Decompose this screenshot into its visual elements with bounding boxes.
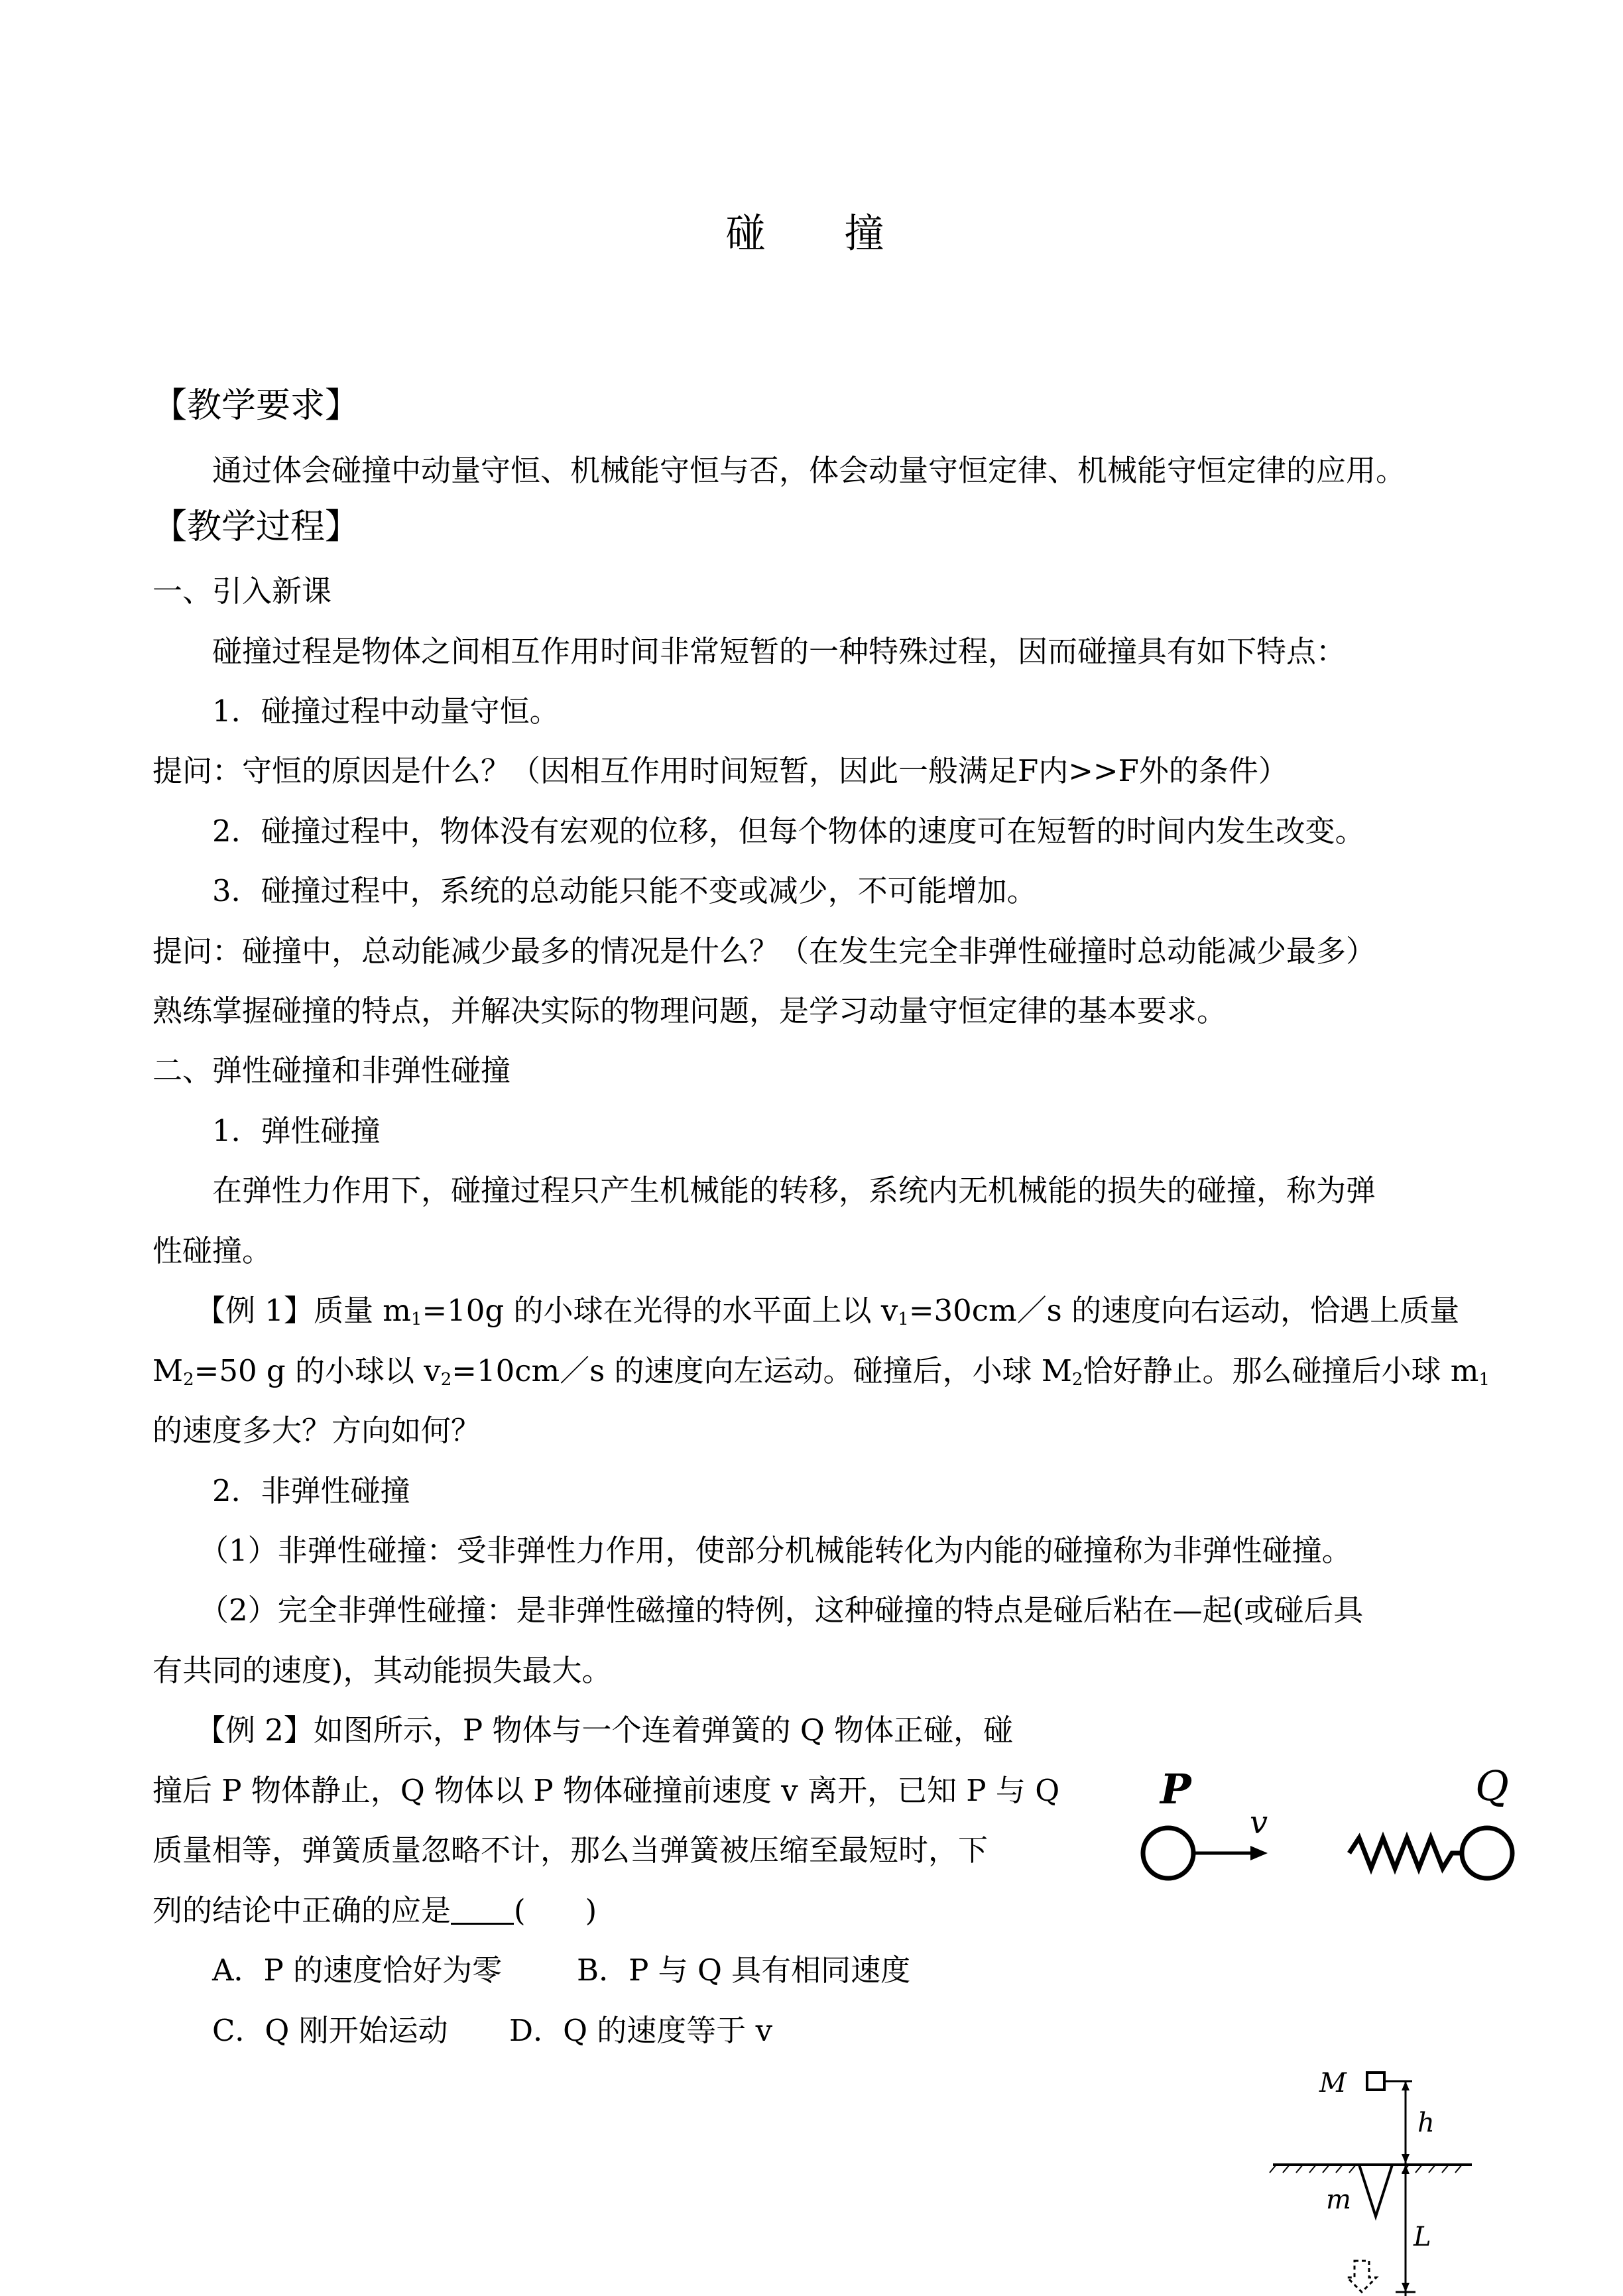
label-p: P	[1160, 1765, 1191, 1813]
section-head-process: 【教学过程】	[152, 507, 360, 547]
option-c: C．Q 刚开始运动	[212, 2013, 448, 2048]
elastic-heading: 1．弹性碰撞	[212, 1113, 381, 1148]
part1-intro: 碰撞过程是物体之间相互作用时间非常短暂的一种特殊过程，因而碰撞具有如下特点：	[212, 634, 1347, 669]
example1-line3: 的速度多大？方向如何？	[152, 1413, 481, 1448]
inelastic-def-2b: 有共同的速度)，其动能损失最大。	[152, 1653, 612, 1688]
point-3: 3．碰撞过程中，系统的总动能只能不变或减少，不可能增加。	[212, 873, 1037, 908]
summary: 熟练掌握碰撞的特点，并解决实际的物理问题，是学习动量守恒定律的基本要求。	[152, 993, 1227, 1028]
ball-q	[1462, 1828, 1512, 1878]
inelastic-def-1: （1）非弹性碰撞：受非弹性力作用，使部分机械能转化为内能的碰撞称为非弹性碰撞。	[199, 1533, 1352, 1568]
page-title: 碰 撞	[725, 211, 918, 257]
label-m: m	[1326, 2185, 1351, 2215]
L-arrow-bottom	[1402, 2283, 1410, 2292]
example2-line1: 【例 2】如图所示，P 物体与一个连着弹簧的 Q 物体正碰，碰	[196, 1713, 1014, 1748]
point-2: 2．碰撞过程中，物体没有宏观的位移，但每个物体的速度可在短暂的时间内发生改变。	[212, 814, 1365, 849]
requirements-text: 通过体会碰撞中动量守恒、机械能守恒与否，体会动量守恒定律、机械能守恒定律的应用。	[212, 453, 1406, 488]
section-head-requirements: 【教学要求】	[152, 386, 360, 426]
example1-line2: $M_2=50$ g 的小球以 $v_2=10cm/s$ 的速度向左运动。碰撞后，小球 $M_2$恰好静止。那么碰撞后小球 $m_1$	[152, 1353, 1490, 1390]
example2-line3: 质量相等，弹簧质量忽略不计，那么当弹簧被压缩至最短时，下	[152, 1833, 989, 1868]
part1-heading: 一、引入新课	[152, 574, 332, 609]
label-h: h	[1417, 2108, 1435, 2138]
example1-line1: 【例 1】质量 $m_1=10g$ 的小球在光得的水平面上以 $v_1=30cm/s$ 的速度向右运动，恰遇上质量	[196, 1293, 1460, 1329]
collision-figure	[1120, 1764, 1532, 1896]
label-v: v	[1250, 1804, 1268, 1841]
label-L: L	[1413, 2222, 1431, 2252]
elastic-def-line1: 在弹性力作用下，碰撞过程只产生机械能的转移，系统内无机械能的损失的碰撞，称为弹	[212, 1173, 1376, 1208]
block-M	[1367, 2073, 1384, 2090]
h-arrow-top	[1402, 2081, 1410, 2090]
spring	[1349, 1838, 1462, 1868]
arrow-head	[1250, 1846, 1268, 1860]
ball-p	[1143, 1828, 1193, 1878]
point-1: 1．碰撞过程中动量守恒。	[212, 694, 560, 729]
h-arrow-bottom	[1402, 2154, 1410, 2163]
option-d: D．Q 的速度等于 v	[509, 2013, 773, 2048]
label-M: M	[1319, 2068, 1347, 2098]
option-b: B．P 与 Q 具有相同速度	[577, 1953, 911, 1988]
example2-line4: 列的结论中正确的应是 ( )	[152, 1893, 597, 1928]
part2-heading: 二、弹性碰撞和非弹性碰撞	[152, 1053, 511, 1088]
question-1: 提问：守恒的原因是什么？（因相互作用时间短暂，因此一般满足F内>>F外的条件）	[152, 753, 1288, 788]
example2-line2: 撞后 P 物体静止，Q 物体以 P 物体碰撞前速度 v 离开，已知 P 与 Q	[152, 1773, 1060, 1808]
inelastic-heading: 2．非弹性碰撞	[212, 1473, 410, 1508]
down-arrow-icon	[1347, 2261, 1376, 2292]
inelastic-def-2a: （2）完全非弹性碰撞：是非弹性磁撞的特例，这种碰撞的特点是碰后粘在—起(或碰后具	[199, 1593, 1364, 1628]
answer-blank	[451, 1896, 514, 1925]
question-2: 提问：碰撞中，总动能减少最多的情况是什么？（在发生完全非弹性碰撞时总动能减少最多）	[152, 934, 1376, 969]
label-q: Q	[1475, 1764, 1509, 1810]
option-a: A．P 的速度恰好为零	[212, 1953, 503, 1988]
stake-figure	[1260, 2059, 1485, 2296]
stake-m	[1359, 2165, 1392, 2216]
elastic-def-line2: 性碰撞。	[152, 1233, 272, 1268]
